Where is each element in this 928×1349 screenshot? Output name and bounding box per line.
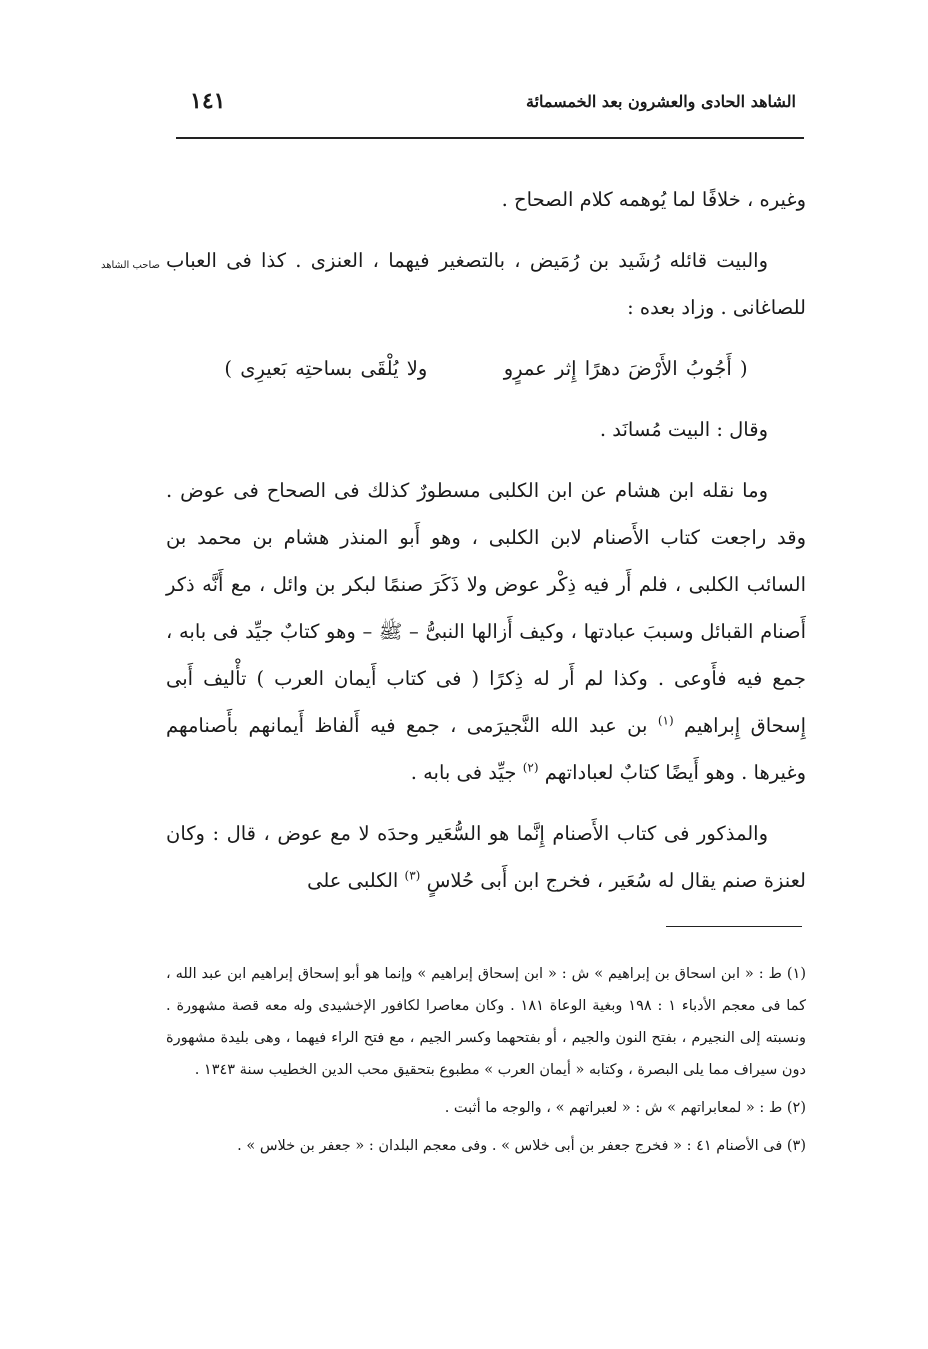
footnote-rule <box>666 926 802 927</box>
paragraph-4-part-a: وما نقله ابن هشام عن ابن الكلبى مسطورٌ كذلك فى الصحاح فى عوض . وقد راجعت كتاب الأَصنام لابن الكلبى ، وهو أَبو المنذر هشام بن محمد بن السائب الكلبى ، فلم أَر فيه ذِكْر عوض ولا ذَكَرَ صنمًا لبكر بن وائل ، مع أَنَّه ذكر أَصنام القبائل وسببَ عبادتها ، وكيف أَزالها النبىُّ – ﷺ – وهو كتابٌ جيِّد فى بابه ، جمع فيه فأَوعى . وكذا لم أَر له ذِكرًا ( فى كتاب أَيمان العرب ) تأْليف أَبى إِسحاق إِبراهيم <box>166 479 806 737</box>
footnote-ref-2[interactable]: (٢) <box>522 760 539 775</box>
paragraph-2: والبيت قائله رُشَيد بن رُمَيض ، بالتصغير فيهما ، العنزى . كذا فى العباب للصاغانى . وزاد بعده : <box>166 249 806 319</box>
page-number: ١٤١ <box>190 88 226 114</box>
verse-first-hemistich: أَجُوبُ الأَرْضَ دهرًا إِثر عمرٍو <box>503 357 732 380</box>
paragraph-3: وقال : البيت مُسانَد . <box>599 418 768 441</box>
running-head <box>190 88 796 126</box>
running-title: الشاهد الحادى والعشرون بعد الخمسمائة <box>526 92 796 111</box>
paragraph-1: وغيره ، خلافًا لما يُوهمه كلام الصحاح . <box>501 188 806 211</box>
main-text <box>166 176 806 918</box>
footnote-3: (٣) فى الأصنام ٤١ : « فخرج جعفر بن أبى خلاس » . وفى معجم البلدان : « جعفر بن خلاس » . <box>237 1138 806 1154</box>
footnote-1: (١) ط : « ابن اسحاق بن إبراهيم » ش : « ابن إسحاق إبراهيم » وإنما هو أبو إسحاق إبراهيم ابن عبد الله ، كما فى معجم الأدباء ١ : ١٩٨ وبغية الوعاة ١٨١ . وكان معاصرا لكافور الإخشيدى وله معه قصة مشهورة . ونسبته إلى النجيرم ، بفتح النون والجيم ، أو بفتحهما وكسر الجيم ، مع فتح الراء فيهما ، وهى بليدة مشهورة دون سيراف مما يلى البصرة ، وكتابه « أيمان العرب » مطبوع بتحقيق محب الدين الخطيب سنة ١٣٤٣ . <box>166 966 806 1078</box>
verse <box>166 345 806 392</box>
margin-note: صاحب الشاهد <box>100 260 160 271</box>
paragraph-5-part-a: والمذكور فى كتاب الأَصنام إِنَّما هو السُّعَير وحدَه لا مع عوض ، قال : وكان لعنزة صنم يقال له سُعَير ، فخرج ابن أَبى حُلاسٍ <box>166 822 806 892</box>
paragraph-5 <box>166 810 806 904</box>
paragraph-5-part-b: الكلبى على <box>307 869 399 892</box>
footnote-2: (٢) ط : « لمعابراتهم » ش : « لعبراتهم » ، والوجه ما أثبت . <box>444 1100 806 1116</box>
paragraph-4 <box>166 467 806 796</box>
paragraph-4-part-c: جيِّد فى بابه . <box>410 761 517 784</box>
paragraph-4-part-b: بن عبد الله النَّجيرَمى ، جمع فيه أَلفاظ أَيمانهم بأَصنامهم وغيرها . وهو أَيضًا كتابٌ لعباداتهم <box>166 714 806 784</box>
verse-close-paren: ) <box>224 357 233 380</box>
verse-open-paren: ( <box>739 357 748 380</box>
footnotes <box>166 958 806 1168</box>
footnote-ref-1[interactable]: (١) <box>657 713 674 728</box>
header-rule <box>176 137 804 139</box>
verse-second-hemistich: ولا يُلْقَى بساحتِه بَعيرِى <box>240 357 428 380</box>
footnote-ref-3[interactable]: (٣) <box>404 868 421 883</box>
